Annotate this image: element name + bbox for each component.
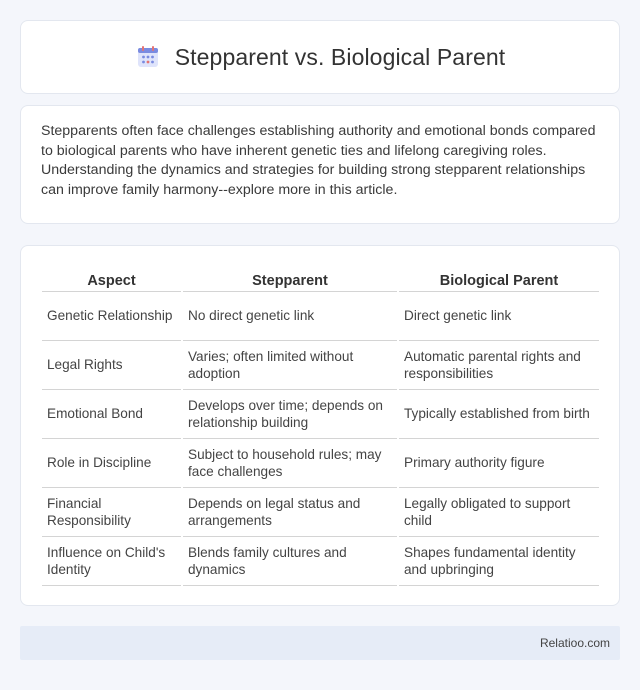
- stepparent-cell: Depends on legal status and arrangements: [183, 488, 397, 537]
- table-row: [42, 439, 599, 488]
- stepparent-cell: Varies; often limited without adoption: [183, 341, 397, 390]
- biological-parent-cell: Direct genetic link: [399, 292, 599, 341]
- table-row: [42, 537, 599, 586]
- table-row: [42, 341, 599, 390]
- stepparent-cell: Develops over time; depends on relationship building: [183, 390, 397, 439]
- table-row: [42, 292, 599, 341]
- aspect-cell: Role in Discipline: [42, 439, 181, 488]
- comparison-table: [40, 268, 601, 586]
- header-aspect: Aspect: [42, 268, 181, 292]
- header-biological-parent: Biological Parent: [399, 268, 599, 292]
- footer-brand-link[interactable]: Relatioo.com: [539, 636, 610, 650]
- comparison-card: [20, 245, 620, 606]
- aspect-cell: Genetic Relationship: [42, 292, 181, 341]
- calendar-icon: [135, 44, 161, 70]
- stepparent-cell: Blends family cultures and dynamics: [183, 537, 397, 586]
- intro-card: [20, 105, 620, 224]
- aspect-cell: Financial Responsibility: [42, 488, 181, 537]
- table-row: [42, 488, 599, 537]
- biological-parent-cell: Automatic parental rights and responsibilities: [399, 341, 599, 390]
- aspect-cell: Emotional Bond: [42, 390, 181, 439]
- header-stepparent: Stepparent: [183, 268, 397, 292]
- biological-parent-cell: Typically established from birth: [399, 390, 599, 439]
- aspect-cell: Legal Rights: [42, 341, 181, 390]
- biological-parent-cell: Shapes fundamental identity and upbringing: [399, 537, 599, 586]
- stepparent-cell: Subject to household rules; may face challenges: [183, 439, 397, 488]
- content-column: [20, 20, 620, 606]
- footer-bar: [20, 626, 620, 660]
- aspect-cell: Influence on Child's Identity: [42, 537, 181, 586]
- page-title: Stepparent vs. Biological Parent: [174, 43, 506, 70]
- intro-paragraph: Stepparents often face challenges establishing authority and emotional bonds compared to biological parents who have inherent genetic ties and lifelong caregiving roles. Understanding the dynamics and strategies for building strong stepparent relationships can improve family harmony--explore more in this article.: [41, 123, 596, 198]
- table-header-row: [42, 268, 599, 292]
- table-row: [42, 390, 599, 439]
- stepparent-cell: No direct genetic link: [183, 292, 397, 341]
- biological-parent-cell: Legally obligated to support child: [399, 488, 599, 537]
- title-card: [20, 20, 620, 94]
- biological-parent-cell: Primary authority figure: [399, 439, 599, 488]
